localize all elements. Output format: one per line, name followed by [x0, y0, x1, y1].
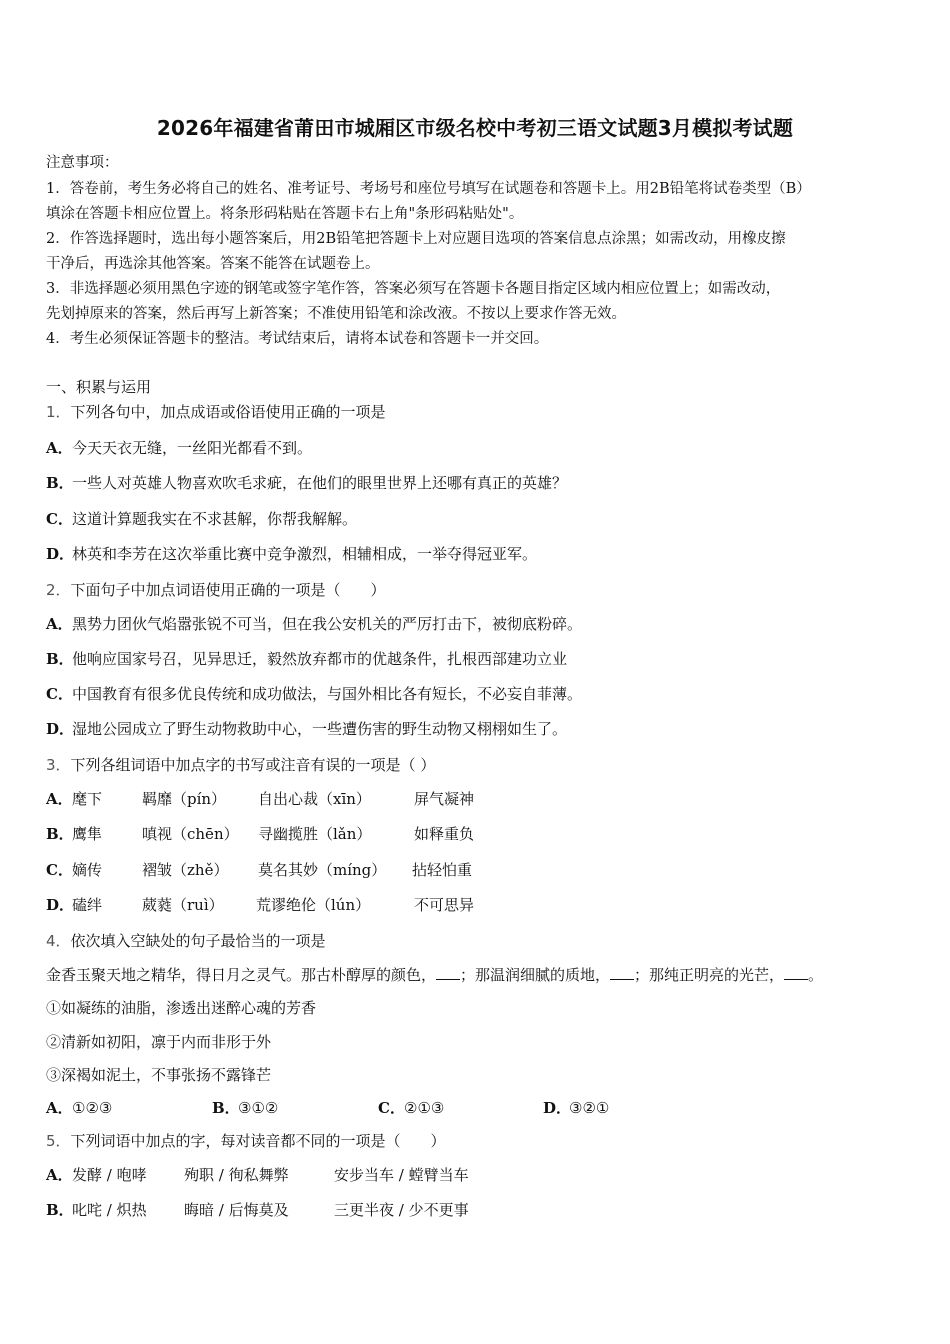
option-letter: B． — [46, 650, 74, 668]
q4-item: ②清新如初阳，凛于内而非形于外 — [46, 1033, 272, 1051]
option-text: 黑势力团伙气焰嚣张锐不可当，但在我公安机关的严厉打击下，被彻底粉碎。 — [72, 615, 583, 633]
notice-line: 1．答卷前，考生务必将自己的姓名、准考证号、考场号和座位号填写在试题卷和答题卡上。用2B铅笔将试卷类型（B） — [46, 181, 811, 197]
passage-text: 金香玉聚天地之精华，得日月之灵气。那古朴醇厚的颜色， — [46, 966, 437, 984]
option-letter: A． — [46, 790, 73, 808]
option-letter: B． — [46, 1201, 74, 1219]
word-cell: 羁靡（pín） — [142, 790, 227, 808]
word-cell: 三更半夜 / 少不更事 — [334, 1201, 469, 1219]
option-letter: B． — [212, 1099, 240, 1117]
option-b — [46, 648, 567, 669]
q4-item: ③深褐如泥土，不事张扬不露锋芒 — [46, 1066, 272, 1084]
word-cell: 嗔视（chēn） — [142, 825, 239, 843]
word-cell: 嫡传 — [72, 861, 103, 879]
notice-line: 4．考生必须保证答题卡的整洁。考试结束后，请将本试卷和答题卡一并交回。 — [46, 331, 549, 347]
word-cell: 发酵 / 咆哮 — [72, 1166, 147, 1184]
passage-text: ；那纯正明亮的光芒， — [634, 966, 785, 984]
option-letter: B． — [46, 474, 74, 492]
question-1-stem — [46, 401, 386, 422]
option-a — [46, 437, 312, 458]
option-text: ③①② — [238, 1099, 279, 1117]
option-letter: C． — [46, 685, 73, 703]
word-cell: 拈轻怕重 — [412, 861, 473, 879]
notice-line: 填涂在答题卡相应位置上。将条形码粘贴在答题卡右上角"条形码粘贴处"。 — [46, 206, 524, 222]
word-cell: 荒谬绝伦（lún） — [256, 896, 371, 914]
option-letter: C． — [46, 510, 73, 528]
answer-blank — [610, 965, 634, 980]
passage-text: 。 — [808, 966, 824, 984]
option-text: 这道计算题我实在不求甚解，你帮我解解。 — [72, 510, 358, 528]
passage-text: ；那温润细腻的质地， — [460, 966, 611, 984]
option-letter: D． — [46, 545, 75, 563]
option-d — [46, 718, 567, 739]
word-cell: 麾下 — [72, 790, 103, 808]
option-b — [46, 472, 567, 493]
question-3-stem — [46, 754, 435, 775]
option-letter: D． — [46, 896, 75, 914]
word-cell: 晦暗 / 后悔莫及 — [184, 1201, 289, 1219]
option-a — [46, 613, 582, 634]
word-cell: 安步当车 / 螳臂当车 — [334, 1166, 469, 1184]
question-text: 依次填入空缺处的句子最恰当的一项是 — [70, 932, 326, 950]
option-letter: C． — [378, 1099, 405, 1117]
question-number: 3． — [46, 756, 71, 774]
question-number: 2． — [46, 581, 71, 599]
option-letter: B． — [46, 825, 74, 843]
notice-heading: 注意事项： — [46, 155, 119, 171]
option-text: 中国教育有很多优良传统和成功做法，与国外相比各有短长，不必妄自菲薄。 — [72, 685, 583, 703]
section-heading: 一、积累与运用 — [46, 378, 152, 396]
word-cell: 寻幽揽胜（lǎn） — [258, 825, 372, 843]
page-title: 2026年福建省莆田市城厢区市级名校中考初三语文试题3月模拟考试题 — [156, 116, 794, 140]
option-text: 他响应国家号召，见异思迁，毅然放弃都市的优越条件，扎根西部建功立业 — [72, 650, 568, 668]
option-letter: D． — [543, 1099, 572, 1117]
question-2-stem — [46, 579, 386, 600]
word-cell: 屏气凝神 — [414, 790, 475, 808]
option-text: 湿地公园成立了野生动物救助中心，一些遭伤害的野生动物又栩栩如生了。 — [72, 720, 568, 738]
notice-line: 2．作答选择题时，选出每小题答案后，用2B铅笔把答题卡上对应题目选项的答案信息点涂黑；如需改动，用橡皮擦 — [46, 231, 786, 247]
option-c — [46, 683, 582, 704]
option-letter: A． — [46, 439, 73, 457]
word-cell: 如释重负 — [414, 825, 475, 843]
question-text: 下面句子中加点词语使用正确的一项是（ ） — [70, 581, 386, 599]
question-5-stem — [46, 1130, 446, 1151]
question-number: 1． — [46, 403, 71, 421]
word-cell: 殉职 / 徇私舞弊 — [184, 1166, 289, 1184]
notice-line: 先划掉原来的答案，然后再写上新答案；不准使用铅笔和涂改液。不按以上要求作答无效。 — [46, 306, 626, 322]
word-cell: 莫名其妙（míng） — [258, 861, 387, 879]
notice-line: 3．非选择题必须用黑色字迹的钢笔或签字笔作答，答案必须写在答题卡各题目指定区域内相应位置上；如需改动， — [46, 281, 781, 297]
option-text: ①②③ — [72, 1099, 113, 1117]
word-cell: 鹰隼 — [72, 825, 103, 843]
option-d — [46, 543, 537, 564]
option-text: ③②① — [569, 1099, 610, 1117]
notice-line: 干净后，再选涂其他答案。答案不能答在试题卷上。 — [46, 256, 380, 272]
q4-item: ①如凝练的油脂，渗透出迷醉心魂的芳香 — [46, 999, 317, 1017]
answer-blank — [784, 965, 808, 980]
option-letter: A． — [46, 615, 73, 633]
answer-blank — [436, 965, 460, 980]
word-cell: 不可思异 — [414, 896, 475, 914]
q4-passage — [46, 964, 823, 985]
question-number: 4． — [46, 932, 71, 950]
option-letter: A． — [46, 1166, 73, 1184]
option-c — [46, 508, 357, 529]
question-number: 5． — [46, 1132, 71, 1150]
option-text: 一些人对英雄人物喜欢吹毛求疵，在他们的眼里世界上还哪有真正的英雄？ — [72, 474, 568, 492]
question-text: 下列各句中，加点成语或俗语使用正确的一项是 — [70, 403, 386, 421]
word-cell: 磕绊 — [72, 896, 103, 914]
question-text: 下列词语中加点的字，每对读音都不同的一项是（ ） — [70, 1132, 446, 1150]
word-cell: 葳蕤（ruì） — [142, 896, 224, 914]
option-text: 林英和李芳在这次举重比赛中竞争激烈，相辅相成，一举夺得冠亚军。 — [72, 545, 538, 563]
question-4-stem — [46, 930, 326, 951]
question-text: 下列各组词语中加点字的书写或注音有误的一项是（ ） — [70, 756, 436, 774]
option-letter: D． — [46, 720, 75, 738]
option-letter: A． — [46, 1099, 73, 1117]
word-cell: 褶皱（zhě） — [142, 861, 229, 879]
word-cell: 自出心裁（xīn） — [258, 790, 371, 808]
option-text: ②①③ — [404, 1099, 445, 1117]
option-text: 今天天衣无缝，一丝阳光都看不到。 — [72, 439, 313, 457]
option-letter: C． — [46, 861, 73, 879]
word-cell: 叱咤 / 炽热 — [72, 1201, 147, 1219]
